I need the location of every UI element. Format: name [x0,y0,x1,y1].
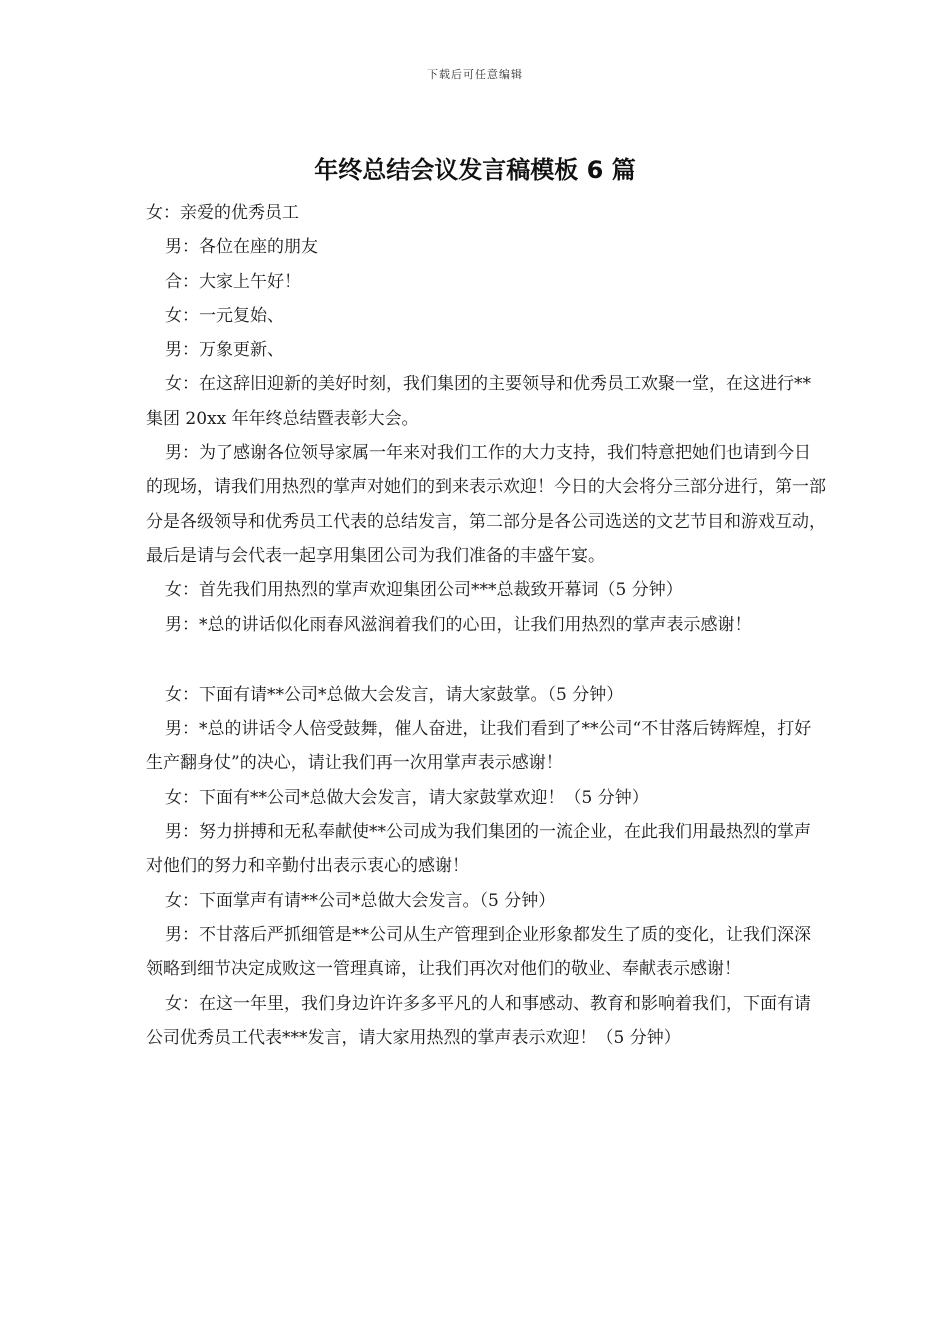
paragraph-11: 男：*总的讲话令人倍受鼓舞，催人奋进，让我们看到了**公司“不甘落后铸辉煌，打好生产翻身仗”的决心，请让我们再一次用掌声表示感谢！ [146,719,812,774]
paragraph-4: 女：一元复始、 [165,305,284,326]
paragraph-15: 男：不甘落后严抓细管是**公司从生产管理到企业形象都发生了质的变化，让我们深深领略到细节决定成败这一管理真谛，让我们再次对他们的敬业、奉献表示感谢！ [146,924,811,980]
paragraph-9: 男：*总的讲话似化雨春风滋润着我们的心田，让我们用热烈的掌声表示感谢！ [165,614,752,635]
paragraph-10: 女：下面有请**公司*总做大会发言，请大家鼓掌。（5 分钟） [165,684,624,705]
paragraph-spacer [146,642,826,678]
paragraph-12: 女：下面有**公司*总做大会发言，请大家鼓掌欢迎！（5 分钟） [165,787,649,808]
paragraph-16: 女：在这一年里，我们身边许许多多平凡的人和事感动、教育和影响着我们，下面有请公司优秀员工代表***发言，请大家用热烈的掌声表示欢迎！（5 分钟） [146,993,811,1048]
paragraph-8: 女：首先我们用热烈的掌声欢迎集团公司***总裁致开幕词（5 分钟） [165,580,683,601]
paragraph-7: 男：为了感谢各位领导家属一年来对我们工作的大力支持，我们特意把她们也请到今日的现场，请我们用热烈的掌声对她们的到来表示欢迎！今日的大会将分三部分进行，第一部分是各级领导和优秀员工代表的总结发言，第二部分是各公司选送的文艺节目和游戏互动，最后是请与会代表一起享用集团公司为我们准备的丰盛午宴。 [146,443,826,566]
paragraph-13: 男：努力拼搏和无私奉献使**公司成为我们集团的一流企业，在此我们用最热烈的掌声对他们的努力和辛勤付出表示衷心的感谢！ [146,822,811,877]
paragraph-5: 男：万象更新、 [165,340,284,361]
paragraph-14: 女：下面掌声有请**公司*总做大会发言。（5 分钟） [165,890,556,911]
paragraph-6: 女：在这辞旧迎新的美好时刻，我们集团的主要领导和优秀员工欢聚一堂，在这进行**集团 20xx 年年终总结暨表彰大会。 [146,374,811,429]
paragraph-3: 合：大家上午好！ [165,271,301,292]
document-body [146,196,826,1055]
document-title: 年终总结会议发言稿模板 6 篇 [314,156,636,184]
header-note: 下载后可任意编辑 [427,68,523,81]
paragraph-2: 男：各位在座的朋友 [165,237,318,258]
paragraph-1: 女：亲爱的优秀员工 [146,203,299,223]
